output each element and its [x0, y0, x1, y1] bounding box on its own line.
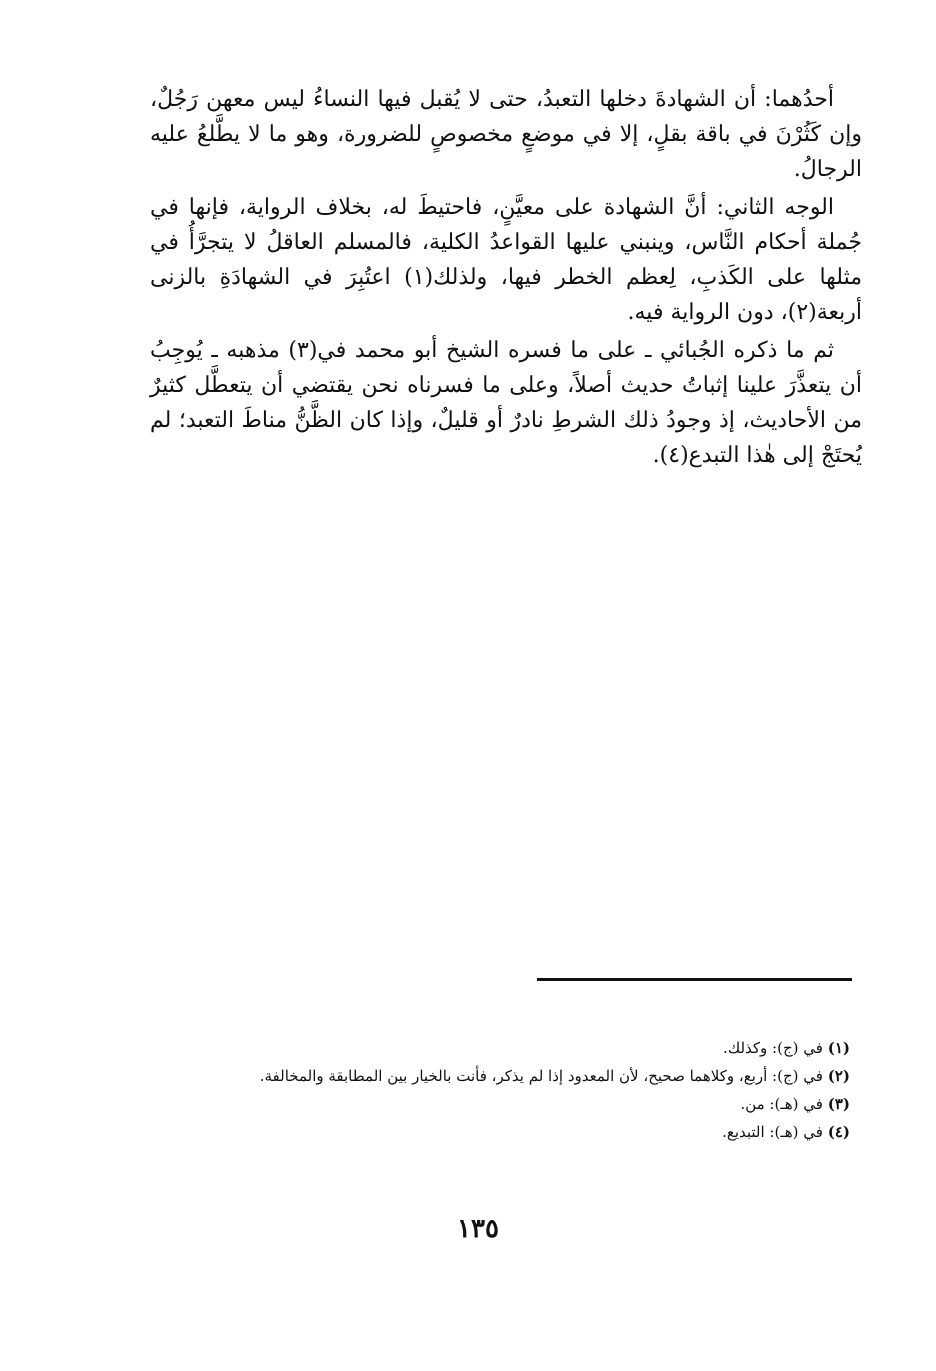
footnote-separator — [537, 978, 852, 981]
footnote-number: (٢) — [827, 1067, 850, 1085]
main-text — [150, 82, 862, 475]
footnote-text: في (هـ): التبديع. — [722, 1123, 823, 1141]
footnote-2 — [150, 1062, 850, 1090]
footnote-number: (٤) — [827, 1123, 850, 1141]
paragraph-2: الوجه الثاني: أنَّ الشهادة على معيَّنٍ، فاحتيطَ له، بخلاف الرواية، فإنها في جُملة أحكام النَّاس، وينبني عليها القواعدُ الكلية، فالمسلم العاقلُ لا يتجرَّأُ في مثلها على الكَذبِ، لِعظم الخطر فيها، ولذلك(١) اعتُبِرَ في الشهادَةِ بالزنى أربعة(٢)، دون الرواية فيه. — [150, 195, 862, 325]
page-number: ١٣٥ — [457, 1214, 499, 1244]
footnote-4 — [150, 1118, 850, 1146]
footnote-3 — [150, 1090, 850, 1118]
footnote-number: (٣) — [827, 1095, 850, 1113]
footnote-1 — [150, 1034, 850, 1062]
footnote-number: (١) — [827, 1039, 850, 1057]
footnote-text: في (ج): وكذلك. — [723, 1039, 823, 1057]
footnote-text: في (هـ): من. — [740, 1095, 823, 1113]
footnotes — [150, 1034, 850, 1146]
paragraph-3: ثم ما ذكره الجُبائي ـ على ما فسره الشيخ أبو محمد في(٣) مذهبه ـ يُوجِبُ أن يتعذَّرَ علينا إثباتُ حديث أصلاً، وعلى ما فسرناه نحن يقتضي أن يتعطَّل كثيرٌ من الأحاديث، إذ وجودُ ذلك الشرطِ نادرٌ أو قليلٌ، وإذا كان الظَّنُّ مناطَ التعبد؛ لم يُحتَجْ إلى هٰذا التبدع(٤). — [150, 338, 862, 468]
footnote-text: في (ج): أربع، وكلاهما صحيح، لأن المعدود إذا لم يذكر، فأنت بالخيار بين المطابقة والمخالفة. — [259, 1067, 823, 1085]
paragraph-1: أحدُهما: أن الشهادةَ دخلها التعبدُ، حتى لا يُقبل فيها النساءُ ليس معهن رَجُلٌ، وإن كَثُرْنَ في باقة بقلٍ، إلا في موضعٍ مخصوصٍ للضرورة، وهو ما لا يطَّلعُ عليه الرجالُ. — [150, 87, 862, 182]
